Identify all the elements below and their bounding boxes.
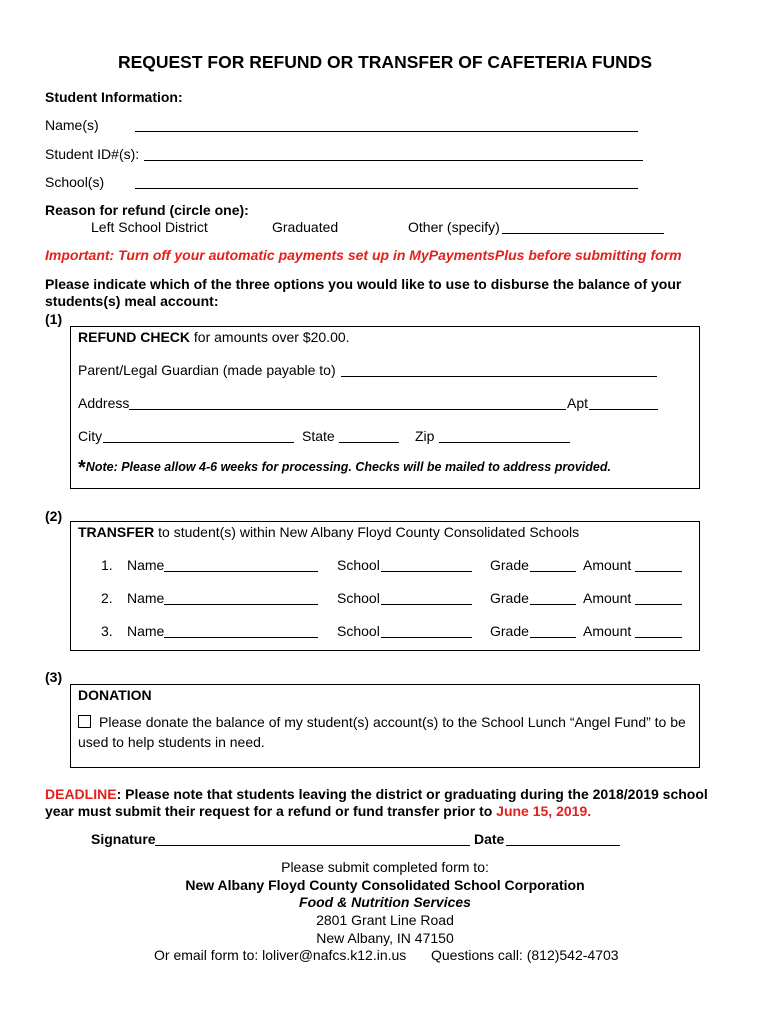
transfer-name-label: Name — [127, 557, 165, 573]
transfer-school-field[interactable] — [381, 556, 472, 572]
transfer-school-field[interactable] — [381, 589, 472, 605]
transfer-amount-field[interactable] — [635, 622, 682, 638]
transfer-name-label: Name — [127, 623, 165, 639]
option2-number: (2) — [45, 508, 63, 524]
reason-heading: Reason for refund (circle one): — [45, 202, 249, 218]
date-label: Date — [474, 831, 505, 847]
student-ids-field[interactable] — [144, 145, 643, 161]
schools-label: School(s) — [45, 174, 105, 190]
transfer-heading: TRANSFER to student(s) within New Albany Floyd County Consolidated Schools — [78, 524, 580, 540]
transfer-amount-label: Amount — [583, 590, 632, 606]
apt-label: Apt — [567, 395, 589, 411]
state-label: State — [302, 428, 335, 444]
donation-line1: Please donate the balance of my student(s) account(s) to the School Lunch “Angel Fund” to be — [78, 714, 686, 730]
organization-name: New Albany Floyd County Consolidated School Corporation — [185, 877, 585, 893]
phone-contact: Questions call: (812)542-4703 — [431, 947, 619, 963]
transfer-name-field[interactable] — [164, 589, 318, 605]
important-notice: Important: Turn off your automatic payments set up in MyPaymentsPlus before submitting form — [45, 247, 682, 263]
processing-note: *Note: Please allow 4-6 weeks for processing. Checks will be mailed to address provided. — [78, 457, 611, 479]
deadline-line2: year must submit their request for a refund or fund transfer prior to June 15, 2019. — [45, 803, 592, 819]
transfer-grade-field[interactable] — [530, 556, 576, 572]
transfer-row-number: 2. — [101, 590, 113, 606]
transfer-name-field[interactable] — [164, 556, 318, 572]
donation-heading: DONATION — [78, 687, 152, 703]
city-state-zip: New Albany, IN 47150 — [316, 930, 454, 946]
transfer-amount-field[interactable] — [635, 589, 682, 605]
transfer-school-label: School — [337, 623, 380, 639]
transfer-grade-label: Grade — [490, 557, 529, 573]
transfer-name-field[interactable] — [164, 622, 318, 638]
names-label: Name(s) — [45, 117, 99, 133]
city-label: City — [78, 428, 103, 444]
city-field[interactable] — [103, 427, 294, 443]
donation-checkbox[interactable] — [78, 715, 91, 728]
transfer-row-number: 3. — [101, 623, 113, 639]
department-name: Food & Nutrition Services — [299, 894, 471, 910]
zip-label: Zip — [415, 428, 435, 444]
reason-other-field[interactable] — [502, 218, 664, 234]
transfer-school-label: School — [337, 590, 380, 606]
address-field[interactable] — [129, 394, 566, 410]
options-intro: Please indicate which of the three options you would like to use to disburse the balance of your students(s) meal account: — [45, 276, 682, 309]
street-address: 2801 Grant Line Road — [316, 912, 454, 928]
transfer-name-label: Name — [127, 590, 165, 606]
student-info-heading: Student Information: — [45, 89, 183, 105]
reason-option-other[interactable]: Other (specify) — [408, 219, 500, 235]
transfer-grade-label: Grade — [490, 623, 529, 639]
transfer-school-label: School — [337, 557, 380, 573]
date-field[interactable] — [506, 830, 620, 846]
transfer-row-number: 1. — [101, 557, 113, 573]
deadline-date: June 15, 2019. — [496, 803, 592, 819]
transfer-school-field[interactable] — [381, 622, 472, 638]
refund-check-heading: REFUND CHECK for amounts over $20.00. — [78, 329, 350, 345]
signature-field[interactable] — [155, 830, 470, 846]
email-instruction: Or email form to: loliver@nafcs.k12.in.us — [154, 947, 407, 963]
guardian-field[interactable] — [341, 361, 657, 377]
student-ids-label: Student ID#(s): — [45, 146, 140, 162]
reason-option-graduated[interactable]: Graduated — [272, 219, 339, 235]
transfer-amount-label: Amount — [583, 623, 632, 639]
transfer-amount-field[interactable] — [635, 556, 682, 572]
donation-line2: used to help students in need. — [78, 734, 265, 750]
transfer-grade-field[interactable] — [530, 622, 576, 638]
reason-option-left-district[interactable]: Left School District — [91, 219, 208, 235]
zip-field[interactable] — [439, 427, 570, 443]
submit-instruction: Please submit completed form to: — [281, 859, 489, 875]
schools-field[interactable] — [135, 173, 638, 189]
apt-field[interactable] — [589, 394, 658, 410]
address-label: Address — [78, 395, 130, 411]
deadline-line1: DEADLINE: Please note that students leaving the district or graduating during the 2018/2019 school — [45, 786, 708, 802]
option3-number: (3) — [45, 669, 63, 685]
transfer-grade-field[interactable] — [530, 589, 576, 605]
signature-label: Signature — [91, 831, 156, 847]
names-field[interactable] — [135, 116, 638, 132]
guardian-label: Parent/Legal Guardian (made payable to) — [78, 362, 336, 378]
option1-number: (1) — [45, 311, 63, 327]
transfer-amount-label: Amount — [583, 557, 632, 573]
form-title: REQUEST FOR REFUND OR TRANSFER OF CAFETERIA FUNDS — [117, 52, 653, 72]
state-field[interactable] — [339, 427, 399, 443]
transfer-grade-label: Grade — [490, 590, 529, 606]
